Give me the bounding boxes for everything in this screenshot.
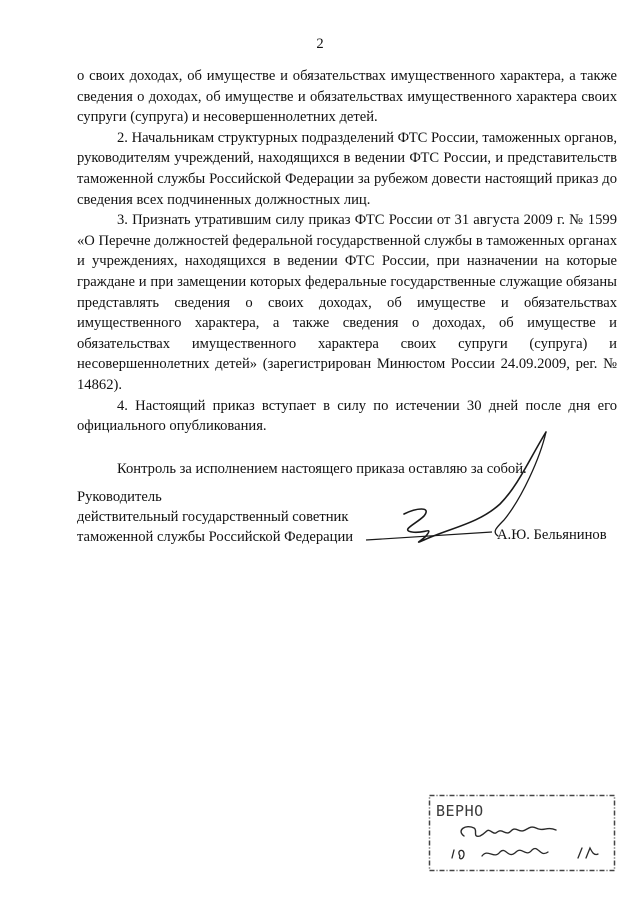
- paragraph-item-2: 2. Начальникам структурных подразделений ФТС России, таможенных органов, руководителям учреждений, находящихся в ведении ФТС России, и представительств таможенной службы Российской Федерации за рубежом довести настоящий приказ до сведения всех подчиненных должностных лиц.: [77, 129, 617, 208]
- paragraph-control-clause: Контроль за исполнением настоящего приказа оставляю за собой.: [117, 460, 527, 477]
- signatory-title-line: таможенной службы Российской Федерации: [77, 529, 354, 545]
- handwritten-signature: [360, 428, 560, 558]
- signatory-title-line: действительный государственный советник: [77, 509, 349, 525]
- certification-stamp: [428, 794, 616, 872]
- page-number: 2: [316, 36, 324, 52]
- stamp-label: ВЕРНО: [436, 802, 484, 820]
- signatory-title-line: Руководитель: [77, 489, 162, 505]
- paragraph-item-4: 4. Настоящий приказ вступает в силу по истечении 30 дней после дня его официального опубликования.: [77, 397, 617, 435]
- signatory-title: [77, 487, 353, 547]
- signatory-name: А.Ю. Бельянинов: [497, 527, 607, 543]
- paragraph-continuation: о своих доходах, об имуществе и обязательствах имущественного характера, а также сведения о доходах, об имуществе и обязательствах имущественного характера своих супруги (супруга) и несовершеннолетних детей.: [77, 68, 617, 126]
- document-body: [77, 66, 617, 479]
- paragraph-item-3: 3. Признать утратившим силу приказ ФТС России от 31 августа 2009 г. № 1599 «О Перечне должностей федеральной государственной службы в таможенных органах и учреждениях, находящихся в ведении ФТС России, при назначении на которые граждане и при замещении которых федеральные государственные служащие обязаны представлять сведения о своих доходах, об имуществе и обязательствах имущественного характера, а также сведения о доходах, об имуществе и обязательствах имущественного характера своих супруги (супруга) и несовершеннолетних детей» (зарегистрирован Минюстом России 24.09.2009, рег. № 14862).: [77, 212, 617, 393]
